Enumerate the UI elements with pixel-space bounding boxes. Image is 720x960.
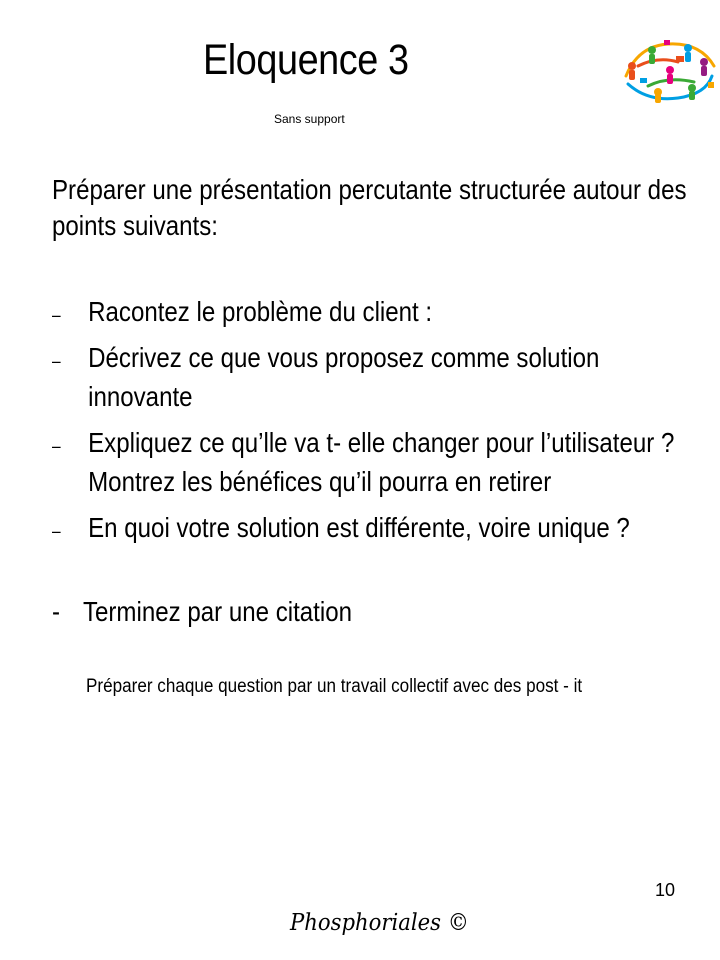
list-item: [52, 423, 706, 501]
bullet-marker: –: [52, 305, 61, 325]
slide-title: Eloquence 3: [203, 36, 409, 84]
closing-item: [52, 592, 352, 631]
list-item: [52, 508, 706, 547]
page-number: 10: [655, 880, 676, 900]
bullet-marker: –: [52, 436, 61, 456]
bullet-marker: –: [52, 351, 61, 371]
intro-text: Préparer une présentation percutante structurée autour des points suivants:: [52, 174, 687, 241]
bullet-text: Expliquez ce qu’lle va t- elle changer pour l’utilisateur ? Montrez les bénéfices qu’il pourra en retirer: [88, 427, 675, 497]
collaboration-logo-icon: [618, 36, 720, 106]
closing-item-text: Terminez par une citation: [82, 596, 352, 627]
bullet-text: Décrivez ce que vous proposez comme solution innovante: [88, 342, 600, 412]
list-item: [52, 338, 706, 416]
bullet-list: [52, 292, 706, 554]
instruction-note: Préparer chaque question par un travail collectif avec des post - it: [86, 676, 583, 697]
list-item: [52, 292, 706, 331]
bullet-text: Racontez le problème du client :: [88, 296, 433, 327]
bullet-marker: –: [52, 521, 61, 541]
footer-signature: Phosphoriales ©: [290, 910, 469, 936]
closing-item-marker: -: [52, 596, 61, 627]
bullet-text: En quoi votre solution est différente, voire unique ?: [88, 512, 630, 543]
slide-subtitle: Sans support: [274, 112, 345, 126]
